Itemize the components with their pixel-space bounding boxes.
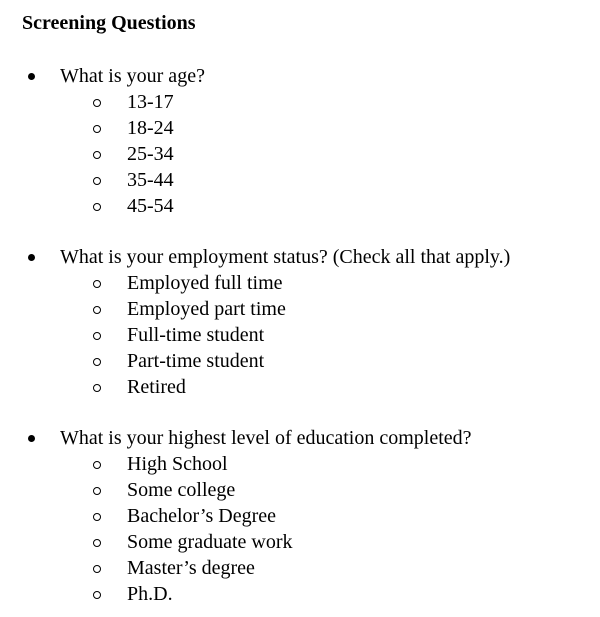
question-text: What is your age? (60, 65, 205, 87)
circle-bullet-icon (93, 99, 101, 107)
circle-bullet-icon (93, 591, 101, 599)
answer-options (0, 270, 600, 400)
answer-option-label: Ph.D. (127, 583, 173, 605)
question-text: What is your highest level of education completed? (60, 427, 472, 449)
circle-bullet-icon (93, 177, 101, 185)
circle-bullet-icon (93, 125, 101, 133)
answer-options (0, 451, 600, 607)
answer-option-label: 35-44 (127, 169, 174, 191)
answer-option (0, 89, 600, 115)
circle-bullet-icon (93, 461, 101, 469)
answer-option (0, 115, 600, 141)
question-row (0, 244, 600, 270)
answer-option-label: Master’s degree (127, 557, 255, 579)
bullet-icon (28, 435, 35, 442)
answer-option (0, 374, 600, 400)
answer-option (0, 477, 600, 503)
circle-bullet-icon (93, 280, 101, 288)
question-education (0, 425, 600, 607)
answer-option-label: Some graduate work (127, 531, 293, 553)
answer-option-label: Employed part time (127, 298, 286, 320)
circle-bullet-icon (93, 332, 101, 340)
answer-option-label: Full-time student (127, 324, 265, 346)
answer-option (0, 296, 600, 322)
answer-option (0, 581, 600, 607)
answer-option-label: Bachelor’s Degree (127, 505, 277, 527)
answer-option-label: Employed full time (127, 272, 283, 294)
answer-options (0, 89, 600, 219)
bullet-icon (28, 254, 35, 261)
question-age (0, 63, 600, 219)
page-title: Screening Questions (22, 12, 196, 34)
circle-bullet-icon (93, 513, 101, 521)
answer-option-label: Part-time student (127, 350, 265, 372)
circle-bullet-icon (93, 306, 101, 314)
circle-bullet-icon (93, 539, 101, 547)
circle-bullet-icon (93, 384, 101, 392)
question-employment (0, 244, 600, 400)
answer-option-label: High School (127, 453, 228, 475)
circle-bullet-icon (93, 565, 101, 573)
answer-option (0, 555, 600, 581)
circle-bullet-icon (93, 203, 101, 211)
question-row (0, 425, 600, 451)
answer-option-label: 45-54 (127, 195, 174, 217)
answer-option-label: Some college (127, 479, 236, 501)
answer-option (0, 322, 600, 348)
answer-option (0, 451, 600, 477)
circle-bullet-icon (93, 487, 101, 495)
bullet-icon (28, 73, 35, 80)
question-row (0, 63, 600, 89)
answer-option (0, 503, 600, 529)
answer-option (0, 270, 600, 296)
circle-bullet-icon (93, 358, 101, 366)
answer-option (0, 141, 600, 167)
answer-option-label: 25-34 (127, 143, 174, 165)
question-text: What is your employment status? (Check all that apply.) (60, 246, 511, 268)
answer-option-label: 13-17 (127, 91, 174, 113)
answer-option (0, 193, 600, 219)
answer-option (0, 348, 600, 374)
answer-option (0, 529, 600, 555)
circle-bullet-icon (93, 151, 101, 159)
answer-option-label: Retired (127, 376, 186, 398)
answer-option-label: 18-24 (127, 117, 174, 139)
answer-option (0, 167, 600, 193)
